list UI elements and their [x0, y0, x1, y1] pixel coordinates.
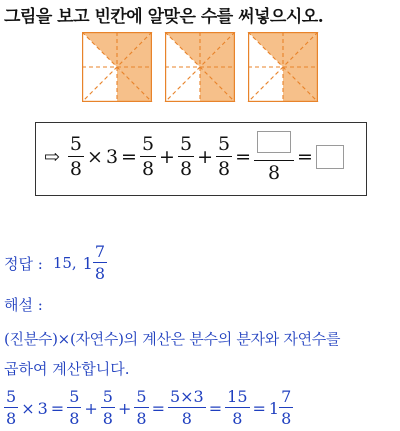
figure-square-3	[248, 32, 318, 102]
exp-denominator: 8	[102, 409, 113, 428]
exp-addend-1	[67, 389, 81, 427]
exp-numerator: 5	[69, 387, 80, 406]
exp-mixed-num: 7	[281, 387, 292, 406]
exp-result-fraction	[225, 389, 249, 427]
lhs-numerator: 5	[69, 133, 83, 155]
equals-sign: =	[121, 146, 137, 168]
lhs-fraction	[68, 135, 84, 179]
exp-addend-2	[101, 389, 115, 427]
plus-sign: +	[197, 146, 213, 168]
result-blank-input[interactable]	[316, 145, 344, 169]
answer-line	[4, 244, 107, 282]
exp-numerator: 5	[102, 387, 113, 406]
exp-equals-sign: =	[50, 398, 65, 418]
exp-denominator: 8	[136, 409, 147, 428]
exp-numerator: 5	[136, 387, 147, 406]
answer-mixed-fraction	[93, 244, 107, 282]
addend-numerator: 5	[217, 133, 231, 155]
lhs-whole: 3	[105, 146, 119, 168]
blank-fraction-numerator	[254, 131, 294, 161]
addend-denominator: 8	[141, 158, 155, 180]
exp-denominator: 8	[232, 409, 243, 428]
explanation-equation	[4, 389, 293, 427]
plus-sign: +	[159, 146, 175, 168]
answer-mixed-whole: 1	[82, 253, 93, 273]
exp-result-numerator: 15	[227, 387, 248, 406]
figure-square-2	[165, 32, 235, 102]
exp-product-numerator: 5×3	[169, 387, 204, 406]
exp-equals-sign: =	[252, 398, 266, 418]
blank-fraction	[254, 131, 294, 183]
equation-box	[35, 122, 367, 196]
exp-denominator: 8	[181, 409, 192, 428]
figure-square-1	[82, 32, 152, 102]
answer-mixed-den: 8	[94, 264, 106, 283]
answer-value: 15,	[52, 254, 77, 272]
addend-fraction-2	[178, 135, 194, 179]
exp-whole: 3	[37, 398, 48, 418]
arrow-icon: ⇨	[44, 146, 60, 168]
answer-label: 정답 :	[4, 254, 43, 273]
explanation-label: 해설 :	[4, 296, 43, 314]
exp-times-sign: ×	[21, 398, 35, 418]
addend-denominator: 8	[179, 158, 193, 180]
explanation-line-1: (진분수)×(자연수)의 계산은 분수의 분자와 자연수를	[4, 330, 341, 348]
addend-numerator: 5	[179, 133, 193, 155]
exp-mixed-den: 8	[281, 409, 292, 428]
times-sign: ×	[87, 146, 103, 168]
exp-lhs-fraction	[4, 389, 18, 427]
equals-sign: =	[297, 146, 313, 168]
exp-plus-sign: +	[117, 398, 132, 418]
answer-mixed-num: 7	[94, 242, 106, 261]
addend-numerator: 5	[141, 133, 155, 155]
exp-denominator: 8	[6, 409, 17, 428]
exp-denominator: 8	[69, 409, 80, 428]
fraction-figures	[82, 32, 320, 102]
exp-equals-sign: =	[208, 398, 223, 418]
exp-addend-3	[134, 389, 148, 427]
numerator-blank-input[interactable]	[257, 131, 291, 153]
question-text: 그림을 보고 빈칸에 알맞은 수를 써넣으시오.	[4, 7, 324, 27]
blank-fraction-denominator: 8	[267, 162, 281, 184]
lhs-denominator: 8	[69, 158, 83, 180]
exp-product-fraction	[168, 389, 206, 427]
explanation-line-2: 곱하여 계산합니다.	[4, 360, 130, 378]
exp-mixed-whole: 1	[268, 398, 280, 418]
exp-plus-sign: +	[84, 398, 98, 418]
exp-mixed-fraction	[279, 389, 293, 427]
equals-sign: =	[235, 146, 251, 168]
equation-row	[44, 131, 344, 183]
exp-numerator: 5	[6, 387, 17, 406]
exp-equals-sign: =	[151, 398, 165, 418]
addend-fraction-3	[216, 135, 232, 179]
addend-denominator: 8	[217, 158, 231, 180]
addend-fraction-1	[140, 135, 156, 179]
